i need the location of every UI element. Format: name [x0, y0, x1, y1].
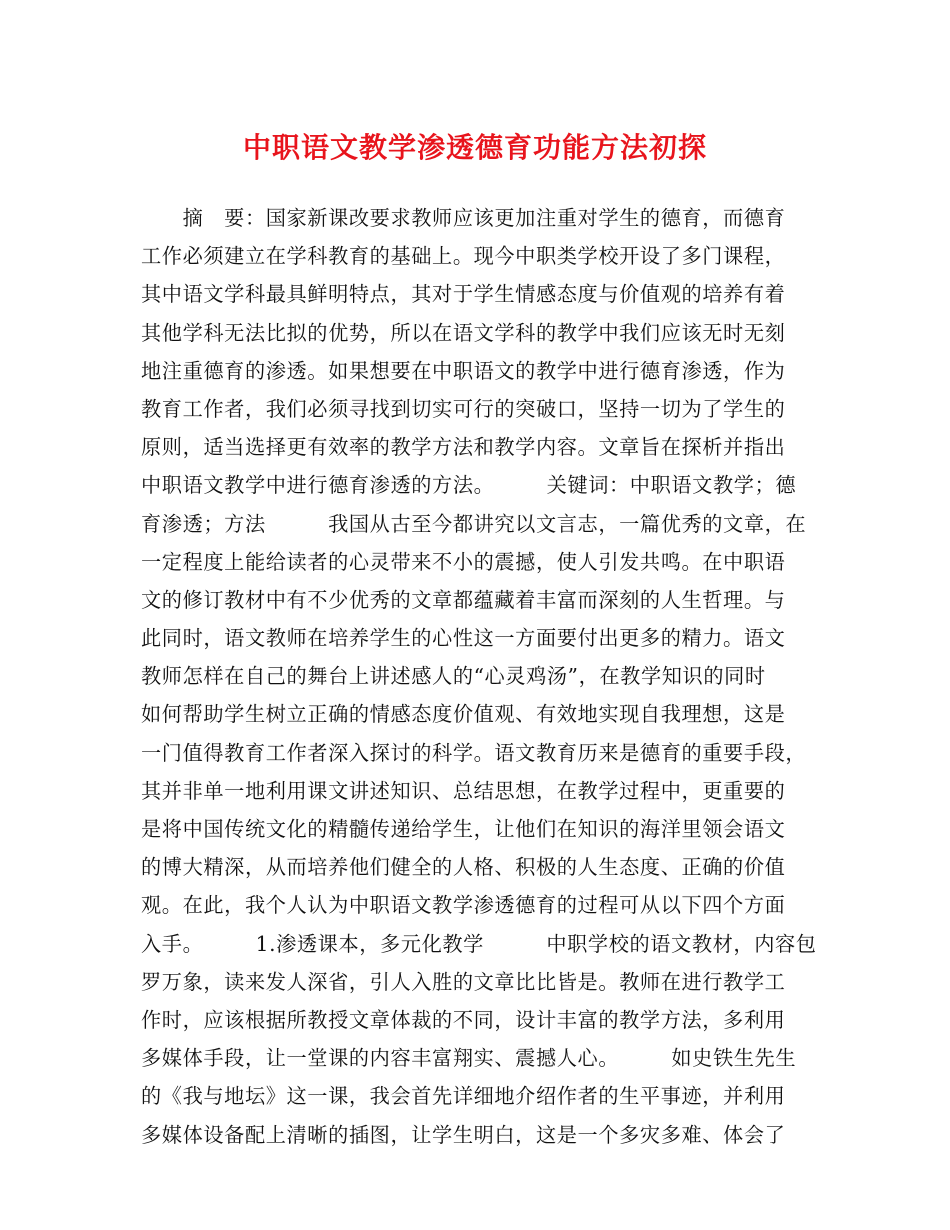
body-line: 其并非单一地利用课文讲述知识、总结思想，在教学过程中，更重要的: [141, 778, 786, 803]
body-line: 此同时，语文教师在培养学生的心性这一方面要付出更多的精力。语文: [141, 626, 786, 651]
body-line: 作时，应该根据所教授文章体裁的不同，设计丰富的教学方法，多利用: [141, 1007, 786, 1032]
body-line: 育渗透；方法 我国从古至今都讲究以文言志，一篇优秀的文章，在: [141, 511, 807, 536]
body-line: 文的修订教材中有不少优秀的文章都蕴藏着丰富而深刻的人生哲理。与: [141, 587, 786, 612]
body-line: 其中语文学科最具鲜明特点，其对于学生情感态度与价值观的培养有着: [141, 282, 786, 307]
body-line: 原则，适当选择更有效率的教学方法和教学内容。文章旨在探析并指出: [141, 435, 786, 460]
body-line: 其他学科无法比拟的优势，所以在语文学科的教学中我们应该无时无刻: [141, 320, 786, 345]
document-body: [141, 199, 815, 1154]
body-line: 是将中国传统文化的精髓传递给学生，让他们在知识的海洋里领会语文: [141, 817, 786, 841]
body-line: 罗万象，读来发人深省，引人入胜的文章比比皆是。教师在进行教学工: [141, 969, 786, 994]
body-line: 一门值得教育工作者深入探讨的科学。语文教育历来是德育的重要手段，: [141, 740, 807, 765]
body-line: 的博大精深，从而培养他们健全的人格、积极的人生态度、正确的价值: [141, 855, 786, 880]
body-line: 教师怎样在自己的舞台上讲述感人的“心灵鸡汤”，在教学知识的同时: [141, 664, 766, 689]
body-line: 一定程度上能给读者的心灵带来不小的震撼，使人引发共鸣。在中职语: [141, 549, 786, 574]
body-line: 地注重德育的渗透。如果想要在中职语文的教学中进行德育渗透，作为: [141, 358, 786, 383]
body-line: 摘 要：国家新课改要求教师应该更加注重对学生的德育，而德育: [141, 206, 786, 230]
body-line: 工作必须建立在学科教育的基础上。现今中职类学校开设了多门课程，: [141, 244, 786, 269]
body-line: 多媒体手段，让一堂课的内容丰富翔实、震撼人心。 如史铁生先生: [141, 1046, 797, 1071]
body-line: 的《我与地坛》这一课，我会首先详细地介绍作者的生平事迹，并利用: [141, 1084, 786, 1109]
body-line: 中职语文教学中进行德育渗透的方法。 关键词：中职语文教学；德: [141, 473, 797, 498]
body-line: 多媒体设备配上清晰的插图，让学生明白，这是一个多灾多难、体会了: [141, 1122, 786, 1147]
body-line: 入手。 1.渗透课本，多元化教学 中职学校的语文教材，内容包: [141, 931, 817, 956]
body-line: 如何帮助学生树立正确的情感态度价值观、有效地实现自我理想，这是: [141, 702, 786, 727]
document-title: 中职语文教学渗透德育功能方法初探: [242, 131, 707, 164]
body-line: 教育工作者，我们必须寻找到切实可行的突破口，坚持一切为了学生的: [141, 396, 786, 421]
body-line: 观。在此，我个人认为中职语文教学渗透德育的过程可从以下四个方面: [141, 893, 786, 918]
